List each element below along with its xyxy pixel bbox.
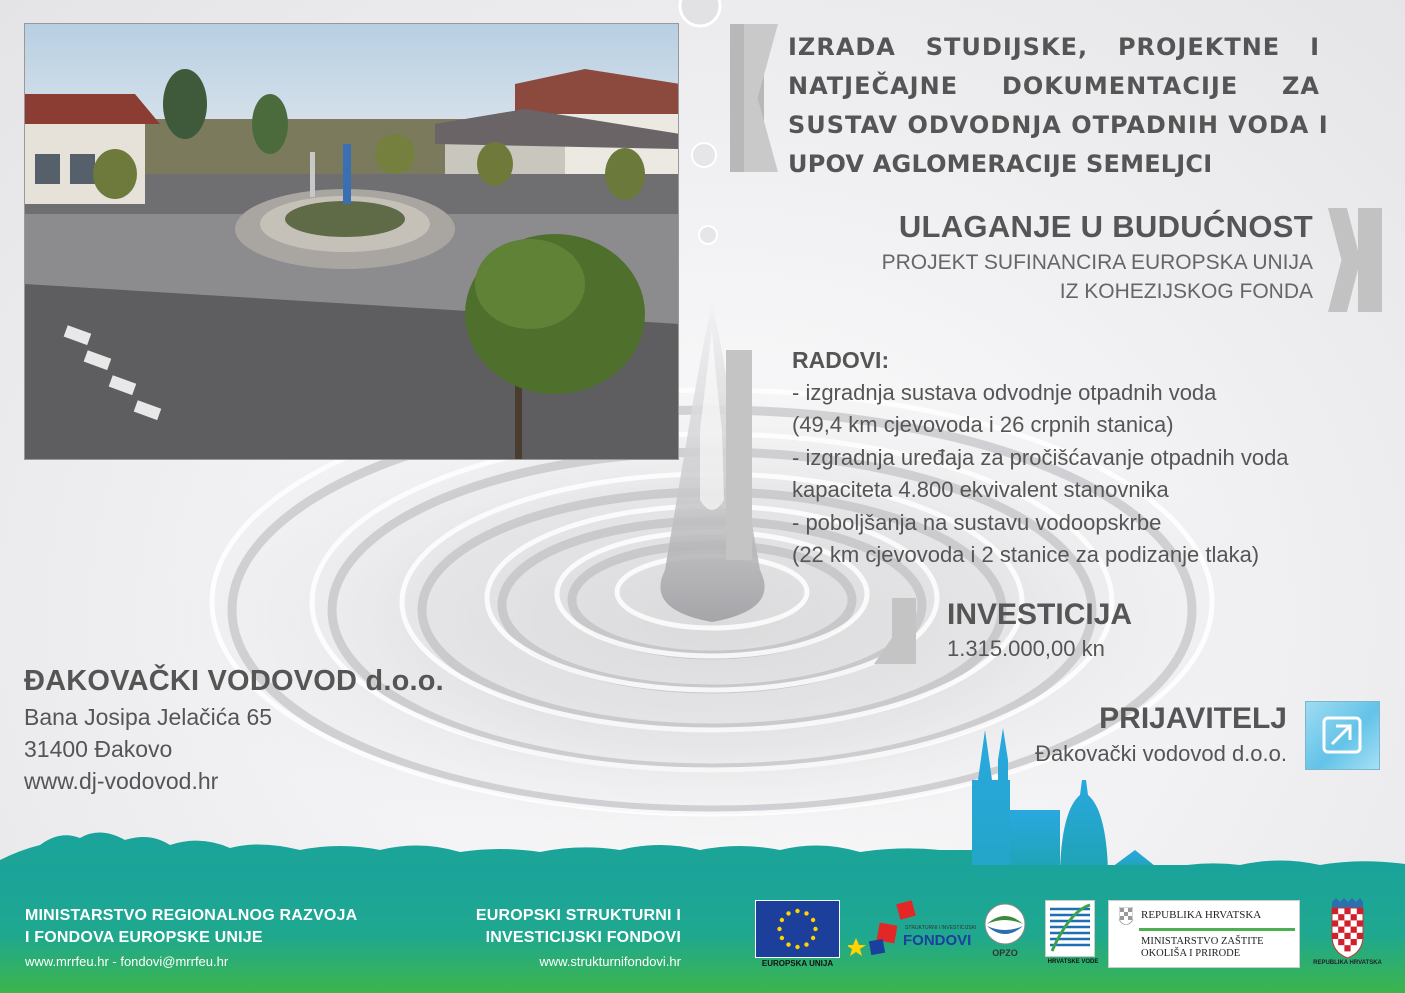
ministry-line: MINISTARSTVO REGIONALNOG RAZVOJA <box>25 907 358 924</box>
title-line: SUSTAV ODVODNJA OTPADNIH VODA I <box>788 111 1329 139</box>
title-line: IZRADA STUDIJSKE, PROJEKTNE I <box>788 33 1320 61</box>
investment-future-line: PROJEKT SUFINANCIRA EUROPSKA UNIJA <box>881 251 1313 274</box>
applicant-name: Đakovački vodovod d.o.o. <box>1035 741 1287 766</box>
opzo-circle-icon <box>983 902 1027 946</box>
town-roundabout-photo <box>24 23 679 460</box>
ministry-environment-logo <box>1108 900 1300 968</box>
investment-heading: INVESTICIJA <box>947 598 1133 631</box>
ulaganje-bracket-bar <box>1358 208 1382 312</box>
title-line: NATJEČAJNE DOKUMENTACIJE ZA <box>788 72 1320 100</box>
investment-future-block <box>882 206 1313 306</box>
company-name: ĐAKOVAČKI VODOVOD d.o.o. <box>24 665 444 697</box>
works-block <box>792 344 1289 572</box>
rh-label: REPUBLIKA HRVATSKA <box>1141 909 1262 921</box>
croatian-shield-icon <box>1119 907 1133 925</box>
ministry-environment-line: OKOLIŠA I PRIRODE <box>1141 948 1241 959</box>
ministry-environment-label <box>1141 936 1264 960</box>
investment-future-line: IZ KOHEZIJSKOG FONDA <box>1059 280 1313 303</box>
works-line: (22 km cjevovoda i 2 stanice za podizanje tlaka) <box>792 542 1260 567</box>
investment-amount: 1.315.000,00 kn <box>947 636 1105 661</box>
works-line: - poboljšanja na sustavu vodoopskrbe <box>792 509 1162 535</box>
eu-flag-icon <box>755 900 840 958</box>
croatian-coat-of-arms-logo <box>1310 898 1385 970</box>
company-city: 31400 Đakovo <box>24 736 173 762</box>
fondovi-small-label: STRUKTURNI I INVESTICIJSKI <box>905 925 977 931</box>
coat-of-arms-icon <box>1310 898 1385 960</box>
ministry-contact[interactable]: www.mrrfeu.hr - fondovi@mrrfeu.hr <box>25 954 229 969</box>
applicant-heading: PRIJAVITELJ <box>1099 702 1287 735</box>
rh-divider <box>1139 928 1295 931</box>
works-line: (49,4 km cjevovoda i 26 crpnih stanica) <box>792 412 1174 437</box>
ministry-environment-line: MINISTARSTVO ZAŠTITE <box>1141 936 1264 947</box>
works-line: - izgradnja uređaja za pročišćavanje otpadnih voda <box>792 444 1289 470</box>
company-website[interactable]: www.dj-vodovod.hr <box>24 768 219 794</box>
opzo-logo <box>983 902 1027 968</box>
eu-logo-label: EUROPSKA UNIJA <box>761 959 834 968</box>
investment-future-heading: ULAGANJE U BUDUĆNOST <box>898 209 1313 244</box>
hrvatske-vode-label: HRVATSKE VODE <box>1047 959 1099 965</box>
works-line: kapaciteta 4.800 ekvivalent stanovnika <box>792 477 1169 502</box>
ministry-line: I FONDOVA EUROPSKE UNIJE <box>25 929 263 946</box>
hrvatske-vode-logo <box>1043 900 1100 968</box>
ministry-block <box>25 905 357 972</box>
structural-funds-block <box>476 905 681 972</box>
project-title <box>788 28 1329 184</box>
coat-of-arms-label: REPUBLIKA HRVATSKA <box>1313 960 1382 966</box>
investment-block <box>947 595 1132 663</box>
company-street: Bana Josipa Jelačića 65 <box>24 704 273 730</box>
funds-website[interactable]: www.strukturnifondovi.hr <box>539 954 681 969</box>
opzo-label: OPZO <box>992 948 1018 958</box>
works-line: - izgradnja sustava odvodnje otpadnih voda <box>792 379 1217 405</box>
fondovi-label: FONDOVI <box>903 932 972 949</box>
funds-line: INVESTICIJSKI FONDOVI <box>485 929 681 946</box>
works-heading: RADOVI: <box>792 347 890 373</box>
eu-flag-logo <box>755 900 840 970</box>
funds-line: EUROPSKI STRUKTURNI I <box>475 907 681 924</box>
hrvatske-vode-icon <box>1045 900 1095 957</box>
title-line: UPOV AGLOMERACIJE SEMELJCI <box>788 150 1213 178</box>
esif-logo <box>848 900 978 960</box>
